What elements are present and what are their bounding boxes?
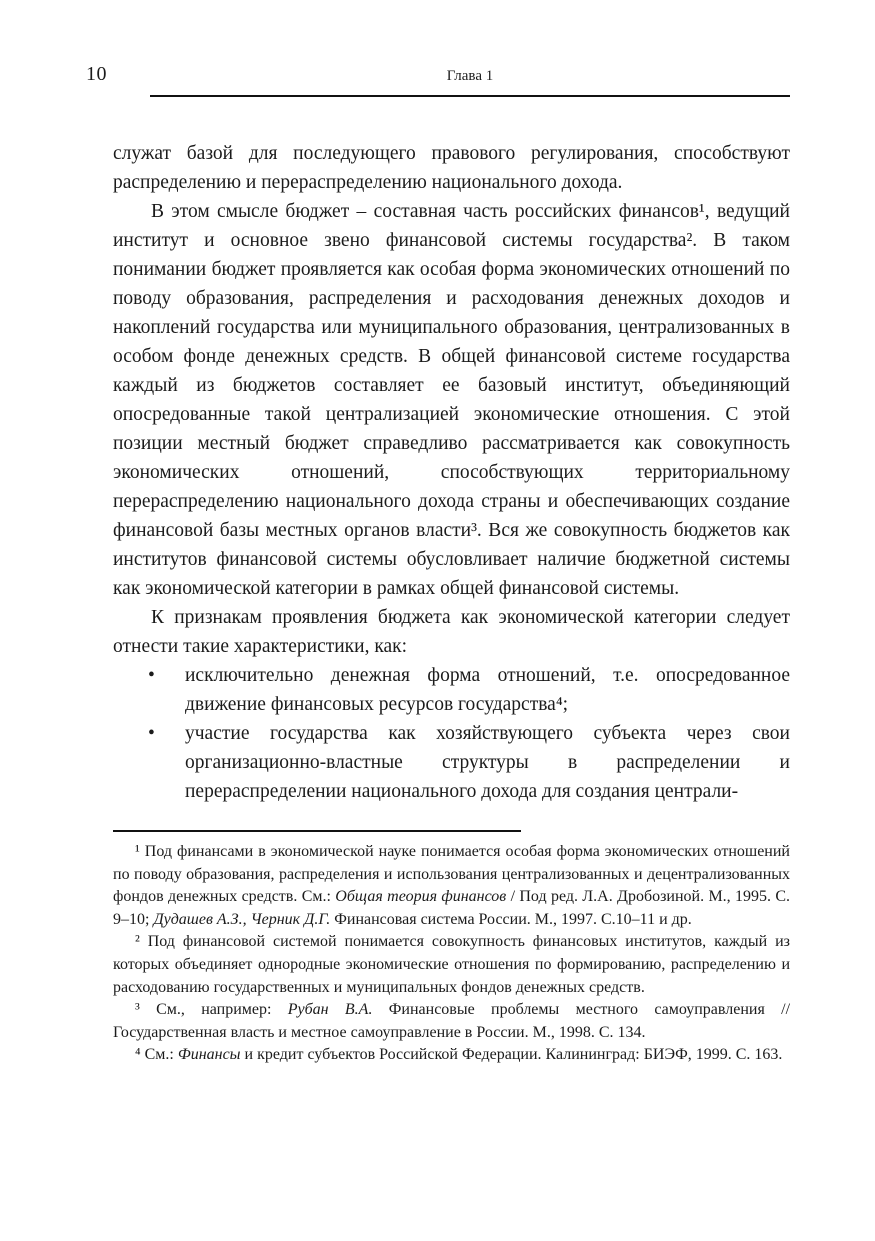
paragraph: К признакам проявления бюджета как экономической категории следует отнести такие характеристики, как: [113, 607, 790, 657]
footnote-citation: Дудашев А.З., Черник Д.Г. [153, 910, 331, 928]
body-text [113, 139, 790, 1067]
footnote-text: ³ См., например: [135, 1001, 288, 1019]
footnote-text: и кредит субъектов Российской Федерации. Калининград: БИЭФ, 1999. С. 163. [240, 1046, 783, 1064]
footnote-text: Финансовая система России. М., 1997. С.10–11 и др. [330, 910, 692, 928]
paragraph: служат базой для последующего правового регулирования, способствуют распределению и перераспределению национального дохода. [113, 143, 790, 193]
footnote-text: / Под ред. Л.А. Дробозиной. М., 1995. С. 9–10; [113, 888, 791, 928]
footnote-text: ⁴ См.: [135, 1046, 178, 1064]
footnote [113, 931, 790, 999]
bullet-item [113, 661, 790, 719]
page-number: 10 [86, 63, 107, 85]
paragraphs [113, 139, 790, 661]
paragraph: В этом смысле бюджет – составная часть российских финансов¹, ведущий институт и основное звено финансовой системы государства². В таком понимании бюджет проявляется как особая форма экономических отношений по поводу образования, распределения и расходования денежных доходов и накоплений государства или муниципального образования, централизованных в особом фонде денежных средств. В общей финансовой системе государства каждый из бюджетов составляет ее базовый институт, объединяющий опосредованные такой централизацией экономические отношения. С этой позиции местный бюджет справедливо рассматривается как совокупность экономических отношений, способствующих территориальному перераспределению национального дохода страны и обеспечивающих создание финансовой базы местных органов власти³. Вся же совокупность бюджетов как институтов финансовой системы обусловливает наличие бюджетной системы как экономической категории в рамках общей финансовой системы. [113, 201, 790, 599]
footnote-citation: Финансы [177, 1046, 241, 1064]
bullet-text: исключительно денежная форма отношений, т.е. опосредованное движение финансовых ресурсов государства⁴; [185, 665, 790, 715]
footnotes [113, 841, 790, 1067]
footnote [113, 999, 790, 1044]
bullet-text: участие государства как хозяйствующего субъекта через свои организационно-властные структуры в распределении и перераспределении национального дохода для создания централи- [185, 723, 790, 802]
bullet-marker-icon: • [148, 723, 155, 744]
footnote-citation: Рубан В.А. [287, 1001, 373, 1019]
header-rule [150, 95, 790, 97]
footnote-text: ² Под финансовой системой понимается совокупность финансовых институтов, каждый из которых объединяет однородные экономические отношения по формированию, распределению и расходованию государственных и муниципальных фондов денежных средств. [113, 933, 790, 996]
footnote-text: ¹ Под финансами в экономической науке понимается особая форма экономических отношений по поводу образования, распределения и использования централизованных и децентрализованных фондов денежных средств. См.: [113, 843, 790, 906]
footnote-rule [113, 830, 521, 832]
footnote-block [113, 830, 790, 1067]
chapter-title: Глава 1 [446, 68, 494, 84]
footnote-citation: Общая теория финансов [335, 888, 507, 906]
footnote [113, 841, 790, 931]
footnote-text: Финансовые проблемы местного самоуправления // Государственная власть и местное самоуправление в России. М., 1998. С. 134. [113, 1001, 791, 1041]
bullet-list [113, 661, 790, 806]
footnote [113, 1044, 790, 1067]
bullet-item [113, 719, 790, 806]
bullet-marker-icon: • [148, 665, 155, 686]
